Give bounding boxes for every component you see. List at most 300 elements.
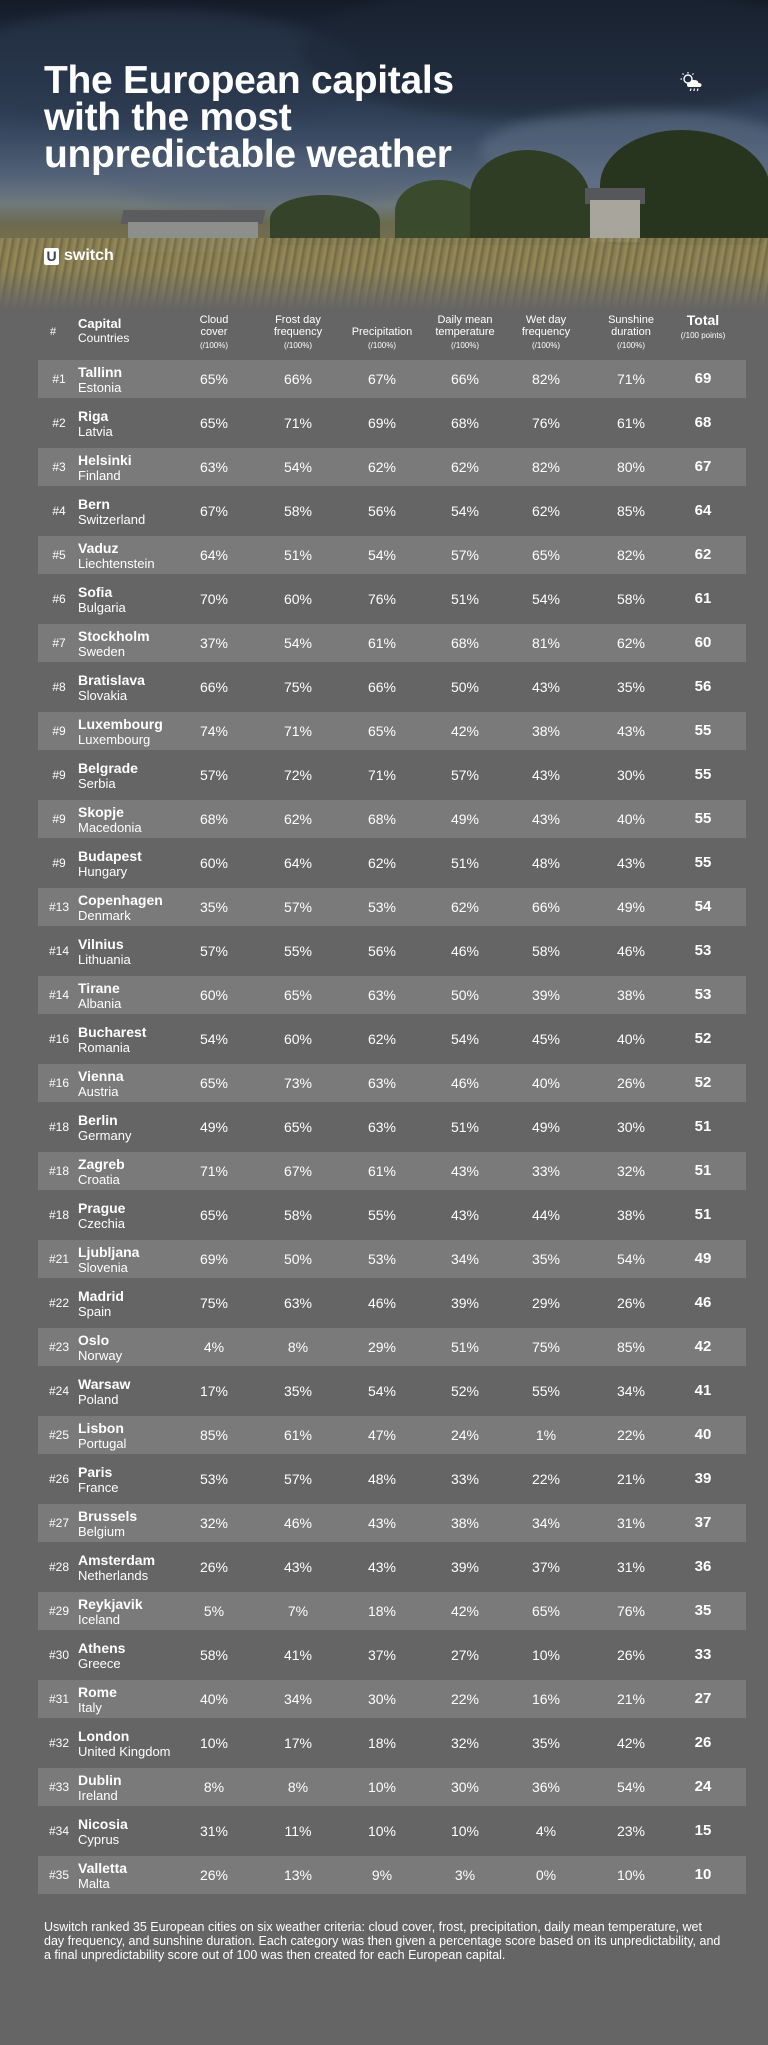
country-name: Austria	[78, 1084, 119, 1099]
country-name: Netherlands	[78, 1568, 149, 1583]
cloud-cell: 67%	[199, 503, 229, 519]
frost-cell: 71%	[283, 415, 313, 431]
tree	[470, 150, 590, 245]
wet-cell: 36%	[531, 1779, 561, 1795]
capital-cell	[78, 408, 113, 440]
temp-cell: 57%	[450, 547, 480, 563]
capital-cell	[78, 1464, 118, 1496]
precip-cell: 10%	[367, 1823, 397, 1839]
country-name: France	[78, 1480, 119, 1495]
capital-name: Vaduz	[78, 540, 119, 556]
header-frost-unit: (/100%)	[283, 341, 312, 350]
table-row	[38, 712, 746, 750]
wet-cell: 1%	[535, 1427, 557, 1443]
precip-cell: 71%	[367, 767, 397, 783]
frost-cell: 65%	[283, 987, 313, 1003]
rank-cell: #30	[48, 1648, 70, 1662]
frost-cell: 75%	[283, 679, 313, 695]
uswitch-logo	[44, 247, 114, 265]
capital-name: Prague	[78, 1200, 126, 1216]
capital-name: Bratislava	[78, 672, 145, 688]
wet-cell: 4%	[535, 1823, 557, 1839]
country-name: Italy	[78, 1700, 102, 1715]
sun-cell: 26%	[616, 1075, 646, 1091]
wet-cell: 54%	[531, 591, 561, 607]
rank-cell: #14	[48, 988, 70, 1002]
precip-cell: 47%	[367, 1427, 397, 1443]
header-precip-label: Precipitation	[351, 326, 413, 338]
rank-cell: #28	[48, 1560, 70, 1574]
sun-cell: 71%	[616, 371, 646, 387]
precip-cell: 48%	[367, 1471, 397, 1487]
table-row	[38, 1812, 746, 1850]
frost-cell: 64%	[283, 855, 313, 871]
total-cell: 10	[694, 1866, 712, 1883]
frost-cell: 11%	[284, 1823, 312, 1839]
total-cell: 51	[694, 1206, 712, 1223]
wet-cell: 49%	[531, 1119, 561, 1135]
precip-cell: 29%	[367, 1339, 397, 1355]
cloud-cell: 8%	[203, 1779, 225, 1795]
precip-cell: 18%	[367, 1603, 397, 1619]
rank-cell: #16	[48, 1076, 70, 1090]
header-cloud	[182, 314, 246, 352]
rank-cell: #16	[48, 1032, 70, 1046]
cloud-cell: 35%	[199, 899, 229, 915]
country-name: Latvia	[78, 424, 113, 439]
sun-cell: 76%	[616, 1603, 646, 1619]
rank-cell: #3	[52, 460, 66, 474]
wet-cell: 35%	[531, 1735, 561, 1751]
cloud-cell: 71%	[199, 1163, 229, 1179]
rank-cell: #32	[48, 1736, 70, 1750]
total-cell: 55	[694, 722, 712, 739]
total-cell: 61	[694, 590, 712, 607]
cloud-cell: 69%	[199, 1251, 229, 1267]
temp-cell: 62%	[450, 459, 480, 475]
precip-cell: 63%	[367, 987, 397, 1003]
temp-cell: 43%	[450, 1163, 480, 1179]
table-row	[38, 1416, 746, 1454]
precip-cell: 43%	[367, 1559, 397, 1575]
frost-cell: 66%	[283, 371, 313, 387]
capital-name: Skopje	[78, 804, 124, 820]
logo-mark: U	[44, 248, 59, 265]
rank-cell: #9	[52, 724, 66, 738]
capital-cell	[78, 980, 121, 1012]
wet-cell: 55%	[531, 1383, 561, 1399]
precip-cell: 43%	[367, 1515, 397, 1531]
wet-cell: 76%	[531, 415, 561, 431]
table-row	[38, 976, 746, 1014]
capital-cell	[78, 1244, 139, 1276]
capital-name: Tallinn	[78, 364, 123, 380]
precip-cell: 62%	[367, 855, 397, 871]
rank-cell: #2	[52, 416, 66, 430]
sun-cell: 46%	[616, 943, 646, 959]
methodology-note: Uswitch ranked 35 European cities on six weather criteria: cloud cover, frost, precipitation, daily mean temperature, wet day frequency, and sunshine duration. Each category was then given a percentage score based on its unpredictability, and a final unpredictability score out of 100 was then created for each European capital.	[44, 1920, 721, 1962]
country-name: Poland	[78, 1392, 119, 1407]
country-name: Hungary	[78, 864, 128, 879]
capital-cell	[78, 584, 126, 616]
frost-cell: 61%	[283, 1427, 313, 1443]
total-cell: 52	[694, 1074, 712, 1091]
frost-cell: 57%	[283, 1471, 313, 1487]
sun-cell: 32%	[616, 1163, 646, 1179]
precip-cell: 63%	[367, 1119, 397, 1135]
temp-cell: 51%	[450, 855, 480, 871]
header-wet	[513, 314, 579, 352]
frost-cell: 8%	[287, 1339, 309, 1355]
capital-cell	[78, 760, 138, 792]
capital-name: Belgrade	[78, 760, 138, 776]
rank-cell: #9	[52, 812, 66, 826]
cloud-cell: 60%	[199, 855, 229, 871]
total-cell: 55	[694, 810, 712, 827]
wet-cell: 29%	[531, 1295, 561, 1311]
sun-cell: 42%	[616, 1735, 646, 1751]
capital-name: Rome	[78, 1684, 117, 1700]
frost-cell: 35%	[283, 1383, 313, 1399]
table-row	[38, 1284, 746, 1322]
temp-cell: 24%	[450, 1427, 480, 1443]
total-cell: 46	[694, 1294, 712, 1311]
cloud-cell: 37%	[199, 635, 229, 651]
table-row	[38, 1856, 746, 1894]
wet-cell: 38%	[531, 723, 561, 739]
header-precip	[342, 326, 422, 352]
sun-cell: 49%	[616, 899, 646, 915]
header-wet-label: Wet day frequency	[521, 314, 571, 338]
sun-cell: 31%	[616, 1559, 646, 1575]
precip-cell: 66%	[367, 679, 397, 695]
header-temp-label: Daily mean temperature	[435, 314, 495, 338]
wet-cell: 65%	[531, 547, 561, 563]
frost-cell: 46%	[283, 1515, 313, 1531]
sun-cell: 43%	[616, 855, 646, 871]
table-row	[38, 668, 746, 706]
temp-cell: 30%	[450, 1779, 480, 1795]
frost-cell: 60%	[283, 1031, 313, 1047]
frost-cell: 8%	[287, 1779, 309, 1795]
sun-cell: 21%	[616, 1471, 646, 1487]
header-frost	[264, 314, 332, 352]
sun-cell: 80%	[616, 459, 646, 475]
wet-cell: 58%	[531, 943, 561, 959]
cloud-cell: 58%	[199, 1647, 229, 1663]
capital-cell	[78, 1156, 125, 1188]
capital-cell	[78, 1552, 155, 1584]
capital-cell	[78, 1200, 125, 1232]
table-row	[38, 800, 746, 838]
total-cell: 55	[694, 766, 712, 783]
cloud-cell: 54%	[199, 1031, 229, 1047]
country-name: Iceland	[78, 1612, 120, 1627]
capital-name: Bern	[78, 496, 110, 512]
page-title: The European capitals with the most unpredictable weather	[44, 59, 454, 176]
country-name: Greece	[78, 1656, 121, 1671]
wet-cell: 43%	[531, 679, 561, 695]
temp-cell: 50%	[450, 987, 480, 1003]
temp-cell: 42%	[450, 1603, 480, 1619]
table-row	[38, 1460, 746, 1498]
temp-cell: 39%	[450, 1295, 480, 1311]
cloud-cell: 26%	[199, 1559, 229, 1575]
header-precip-unit: (/100%)	[367, 341, 396, 350]
capital-name: Sofia	[78, 584, 113, 600]
capital-cell	[78, 1508, 137, 1540]
frost-cell: 67%	[283, 1163, 313, 1179]
precip-cell: 55%	[367, 1207, 397, 1223]
precip-cell: 46%	[367, 1295, 397, 1311]
total-cell: 35	[694, 1602, 712, 1619]
country-name: Lithuania	[78, 952, 131, 967]
country-name: Romania	[78, 1040, 131, 1055]
temp-cell: 52%	[450, 1383, 480, 1399]
capital-cell	[78, 804, 142, 836]
temp-cell: 3%	[454, 1867, 476, 1883]
country-name: Estonia	[78, 380, 122, 395]
frost-cell: 60%	[283, 591, 313, 607]
frost-cell: 34%	[283, 1691, 313, 1707]
header-country-label: Countries	[78, 331, 130, 345]
capital-name: Lisbon	[78, 1420, 124, 1436]
wet-cell: 16%	[531, 1691, 561, 1707]
country-name: Croatia	[78, 1172, 120, 1187]
precip-cell: 61%	[367, 1163, 397, 1179]
sun-cell: 54%	[616, 1251, 646, 1267]
sun-cell: 85%	[616, 1339, 646, 1355]
temp-cell: 33%	[450, 1471, 480, 1487]
wet-cell: 43%	[531, 767, 561, 783]
temp-cell: 32%	[450, 1735, 480, 1751]
precip-cell: 53%	[367, 899, 397, 915]
country-name: Sweden	[78, 644, 125, 659]
country-name: Denmark	[78, 908, 131, 923]
wet-cell: 39%	[531, 987, 561, 1003]
sun-cell: 26%	[616, 1295, 646, 1311]
header-cloud-label: Cloud cover	[199, 314, 229, 338]
header-sun-label: Sunshine duration	[608, 314, 654, 338]
sun-cell: 61%	[616, 415, 646, 431]
wet-cell: 34%	[531, 1515, 561, 1531]
frost-cell: 43%	[283, 1559, 313, 1575]
rank-cell: #22	[48, 1296, 70, 1310]
capital-cell	[78, 1640, 125, 1672]
capital-name: Ljubljana	[78, 1244, 140, 1260]
table-row	[38, 1504, 746, 1542]
header-sun-unit: (/100%)	[616, 341, 645, 350]
frost-cell: 55%	[283, 943, 313, 959]
table-row	[38, 360, 746, 398]
logo-text: switch	[64, 247, 114, 264]
sun-cell: 40%	[616, 1031, 646, 1047]
rank-cell: #21	[48, 1252, 70, 1266]
precip-cell: 67%	[367, 371, 397, 387]
cloud-cell: 5%	[203, 1603, 225, 1619]
capital-name: Vilnius	[78, 936, 124, 952]
cloud-cell: 65%	[199, 1207, 229, 1223]
capital-cell	[78, 892, 163, 924]
country-name: Bulgaria	[78, 600, 126, 615]
capital-name: Tirane	[78, 980, 120, 996]
capital-cell	[78, 1684, 117, 1716]
rank-cell: #6	[52, 592, 66, 606]
country-name: Malta	[78, 1876, 110, 1891]
table-row	[38, 1064, 746, 1102]
cloud-cell: 68%	[199, 811, 229, 827]
precip-cell: 61%	[367, 635, 397, 651]
capital-name: Amsterdam	[78, 1552, 156, 1568]
total-cell: 37	[694, 1514, 712, 1531]
precip-cell: 63%	[367, 1075, 397, 1091]
rank-cell: #8	[52, 680, 66, 694]
capital-cell	[78, 628, 150, 660]
wet-cell: 48%	[531, 855, 561, 871]
wet-cell: 40%	[531, 1075, 561, 1091]
capital-name: Oslo	[78, 1332, 110, 1348]
capital-cell	[78, 1288, 124, 1320]
total-cell: 51	[694, 1118, 712, 1135]
rank-cell: #33	[48, 1780, 70, 1794]
capital-name: Nicosia	[78, 1816, 128, 1832]
sun-cell: 21%	[616, 1691, 646, 1707]
precip-cell: 62%	[367, 459, 397, 475]
temp-cell: 46%	[450, 1075, 480, 1091]
cloud-cell: 65%	[199, 1075, 229, 1091]
capital-cell	[78, 1332, 122, 1364]
wet-cell: 82%	[531, 459, 561, 475]
precip-cell: 54%	[367, 1383, 397, 1399]
wet-cell: 66%	[531, 899, 561, 915]
temp-cell: 42%	[450, 723, 480, 739]
temp-cell: 54%	[450, 1031, 480, 1047]
temp-cell: 49%	[450, 811, 480, 827]
rank-cell: #35	[48, 1868, 70, 1882]
precip-cell: 53%	[367, 1251, 397, 1267]
sun-cell: 54%	[616, 1779, 646, 1795]
cloud-cell: 63%	[199, 459, 229, 475]
capital-cell	[78, 1816, 128, 1848]
country-name: Cyprus	[78, 1832, 120, 1847]
total-cell: 27	[694, 1690, 712, 1707]
total-cell: 53	[694, 942, 712, 959]
total-cell: 40	[694, 1426, 712, 1443]
table-row	[38, 1108, 746, 1146]
table-row	[38, 448, 746, 486]
capital-cell	[78, 1728, 171, 1760]
frost-cell: 62%	[283, 811, 313, 827]
header-wet-unit: (/100%)	[531, 341, 560, 350]
precip-cell: 56%	[367, 943, 397, 959]
table-row	[38, 1020, 746, 1058]
capital-cell	[78, 1068, 124, 1100]
cloud-cell: 31%	[199, 1823, 229, 1839]
rank-cell: #29	[48, 1604, 70, 1618]
country-name: Norway	[78, 1348, 123, 1363]
rank-cell: #18	[48, 1164, 70, 1178]
capital-cell	[78, 1112, 131, 1144]
precip-cell: 65%	[367, 723, 397, 739]
capital-cell	[78, 672, 145, 704]
sun-cell: 35%	[616, 679, 646, 695]
table-row	[38, 932, 746, 970]
table-row	[38, 1768, 746, 1806]
precip-cell: 76%	[367, 591, 397, 607]
cloud-cell: 70%	[199, 591, 229, 607]
cloud-cell: 60%	[199, 987, 229, 1003]
country-name: Luxembourg	[78, 732, 151, 747]
capital-name: London	[78, 1728, 130, 1744]
frost-cell: 41%	[283, 1647, 313, 1663]
frost-cell: 13%	[283, 1867, 313, 1883]
temp-cell: 27%	[450, 1647, 480, 1663]
capital-name: Copenhagen	[78, 892, 163, 908]
capital-name: Bucharest	[78, 1024, 147, 1040]
cloud-cell: 49%	[199, 1119, 229, 1135]
precip-cell: 18%	[367, 1735, 397, 1751]
partly-cloudy-rain-icon	[680, 72, 704, 92]
rank-cell: #14	[48, 944, 70, 958]
sun-cell: 85%	[616, 503, 646, 519]
precip-cell: 9%	[371, 1867, 393, 1883]
wet-cell: 0%	[535, 1867, 557, 1883]
table-row	[38, 888, 746, 926]
precip-cell: 62%	[367, 1031, 397, 1047]
capital-name: Helsinki	[78, 452, 132, 468]
total-cell: 54	[694, 898, 712, 915]
table-row	[38, 1196, 746, 1234]
header-total-unit: (/100 points)	[680, 331, 726, 340]
capital-name: Warsaw	[78, 1376, 131, 1392]
total-cell: 60	[694, 634, 712, 651]
total-cell: 36	[694, 1558, 712, 1575]
rank-cell: #25	[48, 1428, 70, 1442]
precip-cell: 68%	[367, 811, 397, 827]
capital-name: Brussels	[78, 1508, 138, 1524]
capital-cell	[78, 1772, 122, 1804]
capital-cell	[78, 716, 163, 748]
header-capital-label: Capital	[78, 316, 122, 331]
precip-cell: 69%	[367, 415, 397, 431]
sun-cell: 26%	[616, 1647, 646, 1663]
table-row	[38, 1152, 746, 1190]
cloud-cell: 64%	[199, 547, 229, 563]
capital-cell	[78, 848, 142, 880]
house	[590, 200, 640, 242]
sun-cell: 38%	[616, 987, 646, 1003]
header-cloud-unit: (/100%)	[199, 341, 228, 350]
capital-cell	[78, 1596, 143, 1628]
total-cell: 41	[694, 1382, 712, 1399]
country-name: Belgium	[78, 1524, 125, 1539]
frost-cell: 57%	[283, 899, 313, 915]
total-cell: 64	[694, 502, 712, 519]
total-cell: 55	[694, 854, 712, 871]
sun-cell: 82%	[616, 547, 646, 563]
capital-cell	[78, 1376, 130, 1408]
cloud-cell: 66%	[199, 679, 229, 695]
capital-name: Athens	[78, 1640, 126, 1656]
country-name: Portugal	[78, 1436, 127, 1451]
total-cell: 52	[694, 1030, 712, 1047]
total-cell: 53	[694, 986, 712, 1003]
wet-cell: 45%	[531, 1031, 561, 1047]
header-frost-label: Frost day frequency	[273, 314, 323, 338]
rank-cell: #9	[52, 856, 66, 870]
wet-cell: 10%	[531, 1647, 561, 1663]
rank-cell: #27	[48, 1516, 70, 1530]
